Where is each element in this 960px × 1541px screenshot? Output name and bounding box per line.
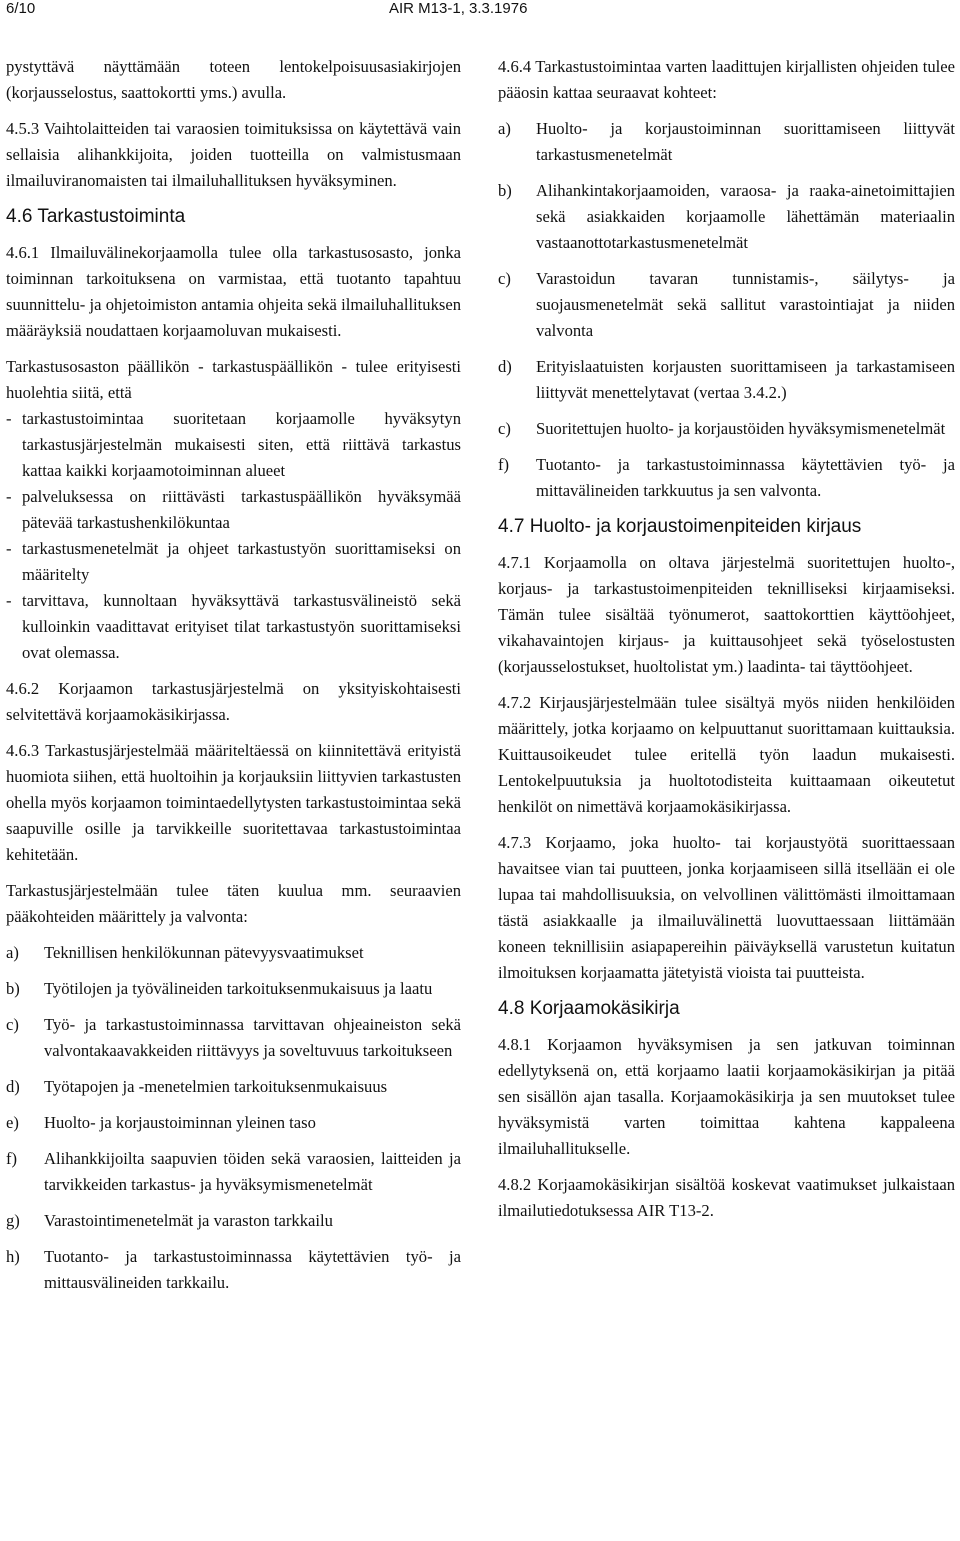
list-item [498,266,955,344]
list-item [6,1074,461,1100]
list-marker: c) [498,269,511,288]
list-text: Työtapojen ja -menetelmien tarkoituksenmukaisuus [44,1077,388,1096]
list-marker: a) [498,119,511,138]
left-column [6,54,461,1306]
list-text: Erityislaatuisten korjausten suorittamiseen ja tarkastamiseen liittyvät menettelytavat (vertaa 3.4.2.) [536,357,955,402]
page-header [6,0,954,22]
paragraph-4-7-3: 4.7.3 Korjaamo, joka huolto- tai korjaustyötä suorittaessaan havaitsee vian tai puutteen, jonka korjaamiseen sillä itsellään ei ole lupaa tai mahdollisuuksia, on velvollinen välittömästi ilmoittamaan tästä asiakkaalle ja ilmailuvälinettä luovuttaessaan liittämään koneen teknillisiin asiapapereihin päiväyksellä varustetun kuitatun ilmoituksen korjaamatta jätetyistä vioista tai puutteista. [498,833,955,982]
page-number: 6/10 [6,0,36,17]
list-text: Teknillisen henkilökunnan pätevyysvaatimukset [44,943,364,962]
list-item [498,116,955,168]
document-title: AIR M13-1, 3.3.1976 [389,0,528,17]
list-marker: d) [498,357,512,376]
list-item: - tarvittava, kunnoltaan hyväksyttävä tarkastusvälineistö sekä kulloinkin vaadittavat erityiset tilat tarkastustyön suorittamiseksi ovat olemassa. [6,588,461,666]
list-marker: b) [498,181,512,200]
list-item: - tarkastusmenetelmät ja ohjeet tarkastustyön suorittamiseksi on määritelty [6,536,461,588]
list-marker: h) [6,1247,20,1266]
list-text: Huolto- ja korjaustoiminnan suorittamiseen liittyvät tarkastusmenetelmät [536,119,955,164]
paragraph-4-5-3: 4.5.3 Vaihtolaitteiden tai varaosien toimituksissa on käytettävä vain sellaisia alihankkijoita, joiden tuotteilla on valmistusmaan ilmailuviranomaisten tai ilmailuhallituksen hyväksyminen. [6,119,461,190]
list-text: Tuotanto- ja tarkastustoiminnassa käytettävien työ- ja mittavälineiden tarkkuutus ja sen valvonta. [536,455,955,500]
list-marker: f) [6,1149,18,1168]
list-item [498,416,955,442]
paragraph-continuation: pystyttävä näyttämään toteen lentokelpoisuusasiakirjojen (korjausselostus, saattokortti yms.) avulla. [6,57,461,102]
list-text: Huolto- ja korjaustoiminnan yleinen taso [44,1113,316,1132]
paragraph-4-8-2: 4.8.2 Korjaamokäsikirjan sisältöä koskevat vaatimukset julkaistaan ilmailutiedotuksessa AIR T13-2. [498,1175,955,1220]
paragraph-4-7-2: 4.7.2 Kirjausjärjestelmään tulee sisältyä myös niiden henkilöiden määrittely, jotka korjaamo on kelpuuttanut suorittamaan kuittauksia. Kuittausoikeudet tulee eritellä työn laadun mukaisesti. Lentokelpuutuksia ja huoltotodisteita kuittaamaan oikeutetut henkilöt on nimettävä korjaamokäsikirjassa. [498,693,955,816]
list-item [498,354,955,406]
list-item [6,1208,461,1234]
paragraph-inspection-chief: Tarkastusosaston päällikön - tarkastuspäällikön - tulee erityisesti huolehtia siitä, että [6,357,461,402]
list-marker: e) [6,1113,19,1132]
paragraph-4-6-2: 4.6.2 Korjaamon tarkastusjärjestelmä on yksityiskohtaisesti selvitettävä korjaamokäsikirjassa. [6,679,461,724]
list-item [498,178,955,256]
list-marker: d) [6,1077,20,1096]
duties-list [6,406,461,666]
list-marker: f) [498,455,510,474]
list-marker: c) [498,419,511,438]
list-marker: a) [6,943,19,962]
list-text: Varastoidun tavaran tunnistamis-, säilytys- ja suojausmenetelmät sekä sallitut varastointiajat ja niiden valvonta [536,269,955,340]
list-text: Työ- ja tarkastustoiminnassa tarvittavan ohjeaineiston sekä valvontakaavakkeiden riittävyys ja soveltuvuus tarkoitukseen [44,1015,461,1060]
paragraph-system-contents: Tarkastusjärjestelmään tulee täten kuulua mm. seuraavien pääkohteiden määrittely ja valvonta: [6,881,461,926]
list-item: - tarkastustoimintaa suoritetaan korjaamolle hyväksytyn tarkastusjärjestelmän mukaisesti siten, että riittävä tarkastus kattaa kaikki korjaamotoiminnan alueet [6,406,461,484]
list-item [6,976,461,1002]
right-column [498,54,955,1234]
list-marker: g) [6,1211,20,1230]
paragraph-4-6-1: 4.6.1 Ilmailuvälinekorjaamolla tulee olla tarkastusosasto, jonka toiminnan tarkoituksena on varmistaa, että tuotanto tapahtuu suunnittelu- ja ohjetoimiston antamia ohjeita sekä ilmailuhallituksen määräyksiä noudattaen korjaamoluvan mukaisesti. [6,243,461,340]
list-marker: b) [6,979,20,998]
list-text: Alihankintakorjaamoiden, varaosa- ja raaka-ainetoimittajien sekä asiakkaiden korjaamolle lähettämän materiaalin vastaanottotarkastusmenetelmät [536,181,955,252]
list-marker: c) [6,1015,19,1034]
paragraph-4-8-1: 4.8.1 Korjaamon hyväksymisen ja sen jatkuvan toiminnan edellytyksenä on, että korjaamo laatii korjaamokäsikirjan ja pitää sen sisällön ajan tasalla. Korjaamokäsikirja ja sen muutokset tulee hyväksymistä varten toimittaa kahtena kappaleena ilmailuhallitukselle. [498,1035,955,1158]
list-item [6,1110,461,1136]
paragraph-4-7-1: 4.7.1 Korjaamolla on oltava järjestelmä suoritettujen huolto-, korjaus- ja tarkastustoimenpiteiden teknilliseksi kirjaamiseksi. Tämän tulee sisältää työnumerot, saattokorttien käyttöohjeet, vikahavaintojen kirjaus- ja kuittausohjeet sekä työselostusten (korjausselostukset, huoltolistat ym.) laadinta- tai täyttöohjeet. [498,553,955,676]
instruction-items-list [498,116,955,504]
list-item [6,1012,461,1064]
paragraph-4-6-3: 4.6.3 Tarkastusjärjestelmää määriteltäessä on kiinnitettävä erityistä huomiota siihen, että huoltoihin ja korjauksiin liittyvien tarkastusten ohella myös korjaamon toimintaedellytysten tarkastustoimintaa sekä saapuville osille ja tarvikkeille suoritettavaa tarkastustoimintaa kehitetään. [6,741,461,864]
list-text: Suoritettujen huolto- ja korjaustöiden hyväksymismenetelmät [536,419,946,438]
paragraph-4-6-4: 4.6.4 Tarkastustoimintaa varten laadittujen kirjallisten ohjeiden tulee pääosin kattaa seuraavat kohteet: [498,57,955,102]
list-item [6,940,461,966]
list-item: - palveluksessa on riittävästi tarkastuspäällikön hyväksymää pätevää tarkastushenkilökuntaa [6,484,461,536]
list-text: Varastointimenetelmät ja varaston tarkkailu [44,1211,333,1230]
list-text: Työtilojen ja työvälineiden tarkoituksenmukaisuus ja laatu [44,979,433,998]
list-item [498,452,955,504]
list-item [6,1146,461,1198]
heading-4-7: 4.7 Huolto- ja korjaustoimenpiteiden kirjaus [498,516,862,537]
list-text: Tuotanto- ja tarkastustoiminnassa käytettävien työ- ja mittausvälineiden tarkkailu. [44,1247,461,1292]
list-text: Alihankkijoilta saapuvien töiden sekä varaosien, laitteiden ja tarvikkeiden tarkastus- ja hyväksymismenetelmät [44,1149,461,1194]
heading-4-6: 4.6 Tarkastustoiminta [6,206,186,227]
main-items-list [6,940,461,1296]
heading-4-8: 4.8 Korjaamokäsikirja [498,998,680,1019]
list-item [6,1244,461,1296]
